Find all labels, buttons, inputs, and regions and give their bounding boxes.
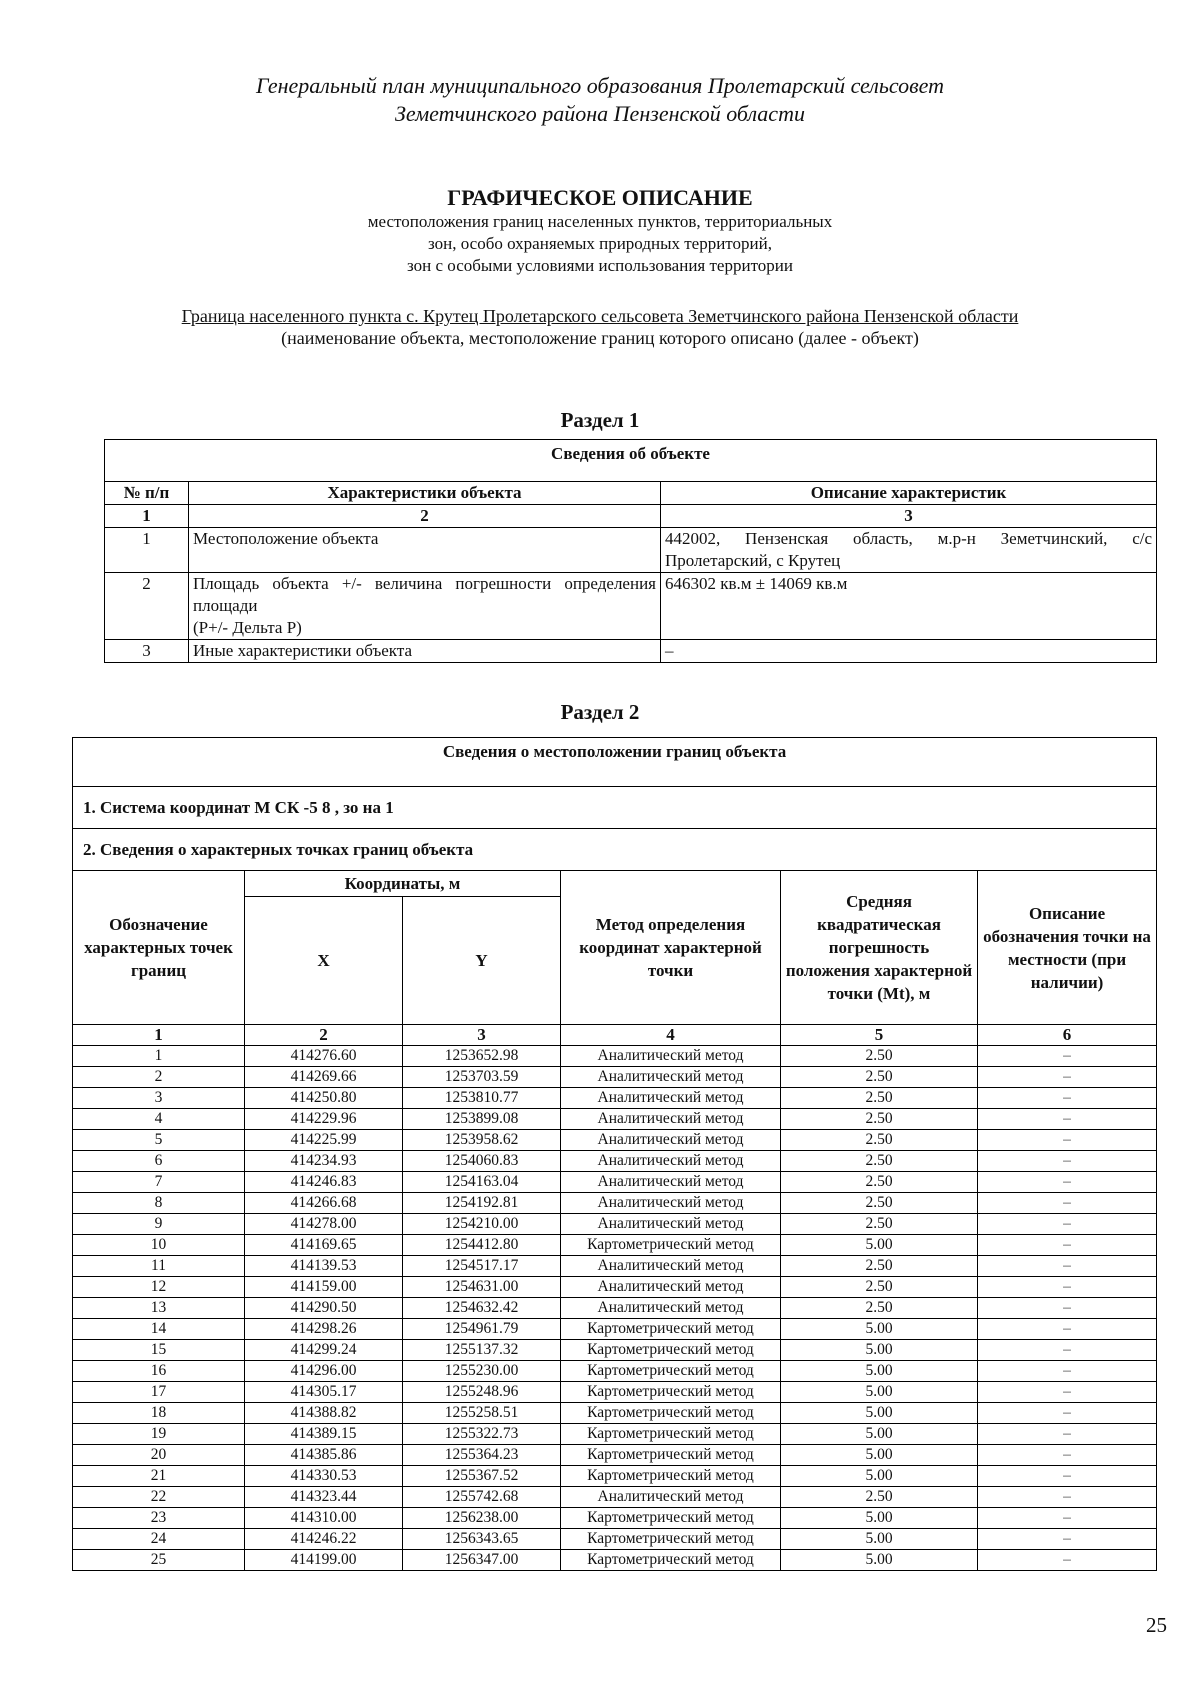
point-description: – [978,1298,1157,1319]
coord-x: 414266.68 [245,1193,403,1214]
coord-y: 1254961.79 [403,1319,561,1340]
point-description: – [978,1550,1157,1571]
table-row [73,1403,1157,1424]
point-id: 22 [73,1487,245,1508]
method: Картометрический метод [561,1529,781,1550]
table-row [73,1067,1157,1088]
method: Картометрический метод [561,1319,781,1340]
method: Аналитический метод [561,1214,781,1235]
point-id: 13 [73,1298,245,1319]
header-line-1: Генеральный план муниципального образования Пролетарский сельсовет [255,73,944,98]
method: Аналитический метод [561,1193,781,1214]
point-id: 11 [73,1256,245,1277]
col-header-method: Метод определения координат характерной точки [561,871,781,1025]
object-name: Граница населенного пункта с. Крутец Пролетарского сельсовета Земетчинского района Пензенской области [181,306,1019,326]
error-value: 5.00 [781,1508,978,1529]
method: Картометрический метод [561,1361,781,1382]
table-row [73,1361,1157,1382]
coord-y: 1256347.00 [403,1550,561,1571]
coord-y: 1255137.32 [403,1340,561,1361]
characteristic-formula: (Р+/- Дельта Р) [193,618,302,637]
characteristic: Местоположение объекта [189,528,661,573]
error-value: 2.50 [781,1067,978,1088]
point-id: 3 [73,1088,245,1109]
coord-y: 1255742.68 [403,1487,561,1508]
coord-y: 1255258.51 [403,1403,561,1424]
point-description: – [978,1109,1157,1130]
coord-x: 414330.53 [245,1466,403,1487]
error-value: 5.00 [781,1382,978,1403]
error-value: 2.50 [781,1109,978,1130]
point-description: – [978,1340,1157,1361]
error-value: 5.00 [781,1466,978,1487]
point-id: 14 [73,1319,245,1340]
point-id: 18 [73,1403,245,1424]
coord-x: 414388.82 [245,1403,403,1424]
method: Аналитический метод [561,1151,781,1172]
point-description: – [978,1067,1157,1088]
method: Картометрический метод [561,1445,781,1466]
method: Аналитический метод [561,1277,781,1298]
title-subline-2: зон, особо охраняемых природных территорий, [428,234,772,253]
point-description: – [978,1172,1157,1193]
coord-y: 1255248.96 [403,1382,561,1403]
coord-y: 1254632.42 [403,1298,561,1319]
method: Картометрический метод [561,1340,781,1361]
coord-x: 414276.60 [245,1046,403,1067]
point-description: – [978,1235,1157,1256]
col-number: 4 [561,1025,781,1046]
coord-y: 1253810.77 [403,1088,561,1109]
point-id: 1 [73,1046,245,1067]
coord-x: 414290.50 [245,1298,403,1319]
table-row [73,1256,1157,1277]
point-id: 15 [73,1340,245,1361]
coord-x: 414269.66 [245,1067,403,1088]
page-number: 25 [1146,1613,1167,1637]
document-header [0,72,1200,128]
error-value: 5.00 [781,1361,978,1382]
point-id: 5 [73,1130,245,1151]
point-id: 24 [73,1529,245,1550]
point-id: 20 [73,1445,245,1466]
table-row [73,1445,1157,1466]
method: Аналитический метод [561,1088,781,1109]
coord-y: 1254210.00 [403,1214,561,1235]
col-header-coordinates: Координаты, м [245,871,561,897]
section-1-heading: Раздел 1 [560,408,640,432]
header-line-2: Земетчинского района Пензенской области [395,101,805,126]
error-value: 5.00 [781,1445,978,1466]
point-id: 8 [73,1193,245,1214]
method: Аналитический метод [561,1256,781,1277]
method: Аналитический метод [561,1067,781,1088]
object-info-table [104,439,1157,663]
table-row [73,1382,1157,1403]
coord-y: 1253652.98 [403,1046,561,1067]
coordinate-system: 1. Система координат М СК -5 8 , зо на 1 [73,787,1157,829]
point-description: – [978,1256,1157,1277]
error-value: 2.50 [781,1214,978,1235]
coord-x: 414389.15 [245,1424,403,1445]
coord-x: 414299.24 [245,1340,403,1361]
method: Картометрический метод [561,1403,781,1424]
point-id: 4 [73,1109,245,1130]
point-description: – [978,1130,1157,1151]
title-subline-3: зон с особыми условиями использования территории [407,256,793,275]
table-row [73,1340,1157,1361]
table-row [73,1151,1157,1172]
method: Аналитический метод [561,1109,781,1130]
error-value: 5.00 [781,1340,978,1361]
point-description: – [978,1214,1157,1235]
coord-y: 1255322.73 [403,1424,561,1445]
error-value: 5.00 [781,1319,978,1340]
point-id: 12 [73,1277,245,1298]
point-description: – [978,1088,1157,1109]
error-value: 5.00 [781,1550,978,1571]
table-row [73,1550,1157,1571]
point-id: 9 [73,1214,245,1235]
characteristic-value: – [661,640,1157,663]
coord-x: 414298.26 [245,1319,403,1340]
method: Картометрический метод [561,1508,781,1529]
point-id: 23 [73,1508,245,1529]
method: Аналитический метод [561,1487,781,1508]
coord-y: 1253958.62 [403,1130,561,1151]
error-value: 5.00 [781,1529,978,1550]
method: Аналитический метод [561,1130,781,1151]
coord-x: 414296.00 [245,1361,403,1382]
coord-x: 414169.65 [245,1235,403,1256]
coord-x: 414139.53 [245,1256,403,1277]
error-value: 2.50 [781,1130,978,1151]
error-value: 2.50 [781,1298,978,1319]
boundary-points-table [72,737,1157,1571]
coord-y: 1253899.08 [403,1109,561,1130]
table-row [73,1235,1157,1256]
title-subline-1: местоположения границ населенных пунктов, территориальных [367,212,833,231]
table-row [73,1466,1157,1487]
table-row [73,1508,1157,1529]
table-row [73,1298,1157,1319]
col-header-number: № п/п [105,482,189,505]
point-id: 10 [73,1235,245,1256]
point-id: 6 [73,1151,245,1172]
table-row [73,1046,1157,1067]
error-value: 2.50 [781,1277,978,1298]
point-description: – [978,1403,1157,1424]
col-header-description: Описание обозначения точки на местности (при наличии) [978,871,1157,1025]
coord-x: 414246.22 [245,1529,403,1550]
method: Картометрический метод [561,1466,781,1487]
point-id: 7 [73,1172,245,1193]
point-id: 19 [73,1424,245,1445]
error-value: 2.50 [781,1172,978,1193]
coord-x: 414234.93 [245,1151,403,1172]
characteristic-value: 646302 кв.м ± 14069 кв.м [661,573,1157,640]
point-id: 2 [73,1067,245,1088]
error-value: 5.00 [781,1424,978,1445]
characteristic: Площадь объекта +/- величина погрешности определения площади [193,574,656,615]
error-value: 2.50 [781,1256,978,1277]
table-row [73,1193,1157,1214]
method: Аналитический метод [561,1172,781,1193]
coord-y: 1254163.04 [403,1172,561,1193]
characteristic-value: 442002, Пензенская область, м.р-н Земетчинский, с/с Пролетарский, с Крутец [661,528,1157,573]
row-number: 2 [105,573,189,640]
col-header-designation: Обозначение характерных точек границ [73,871,245,1025]
coord-x: 414225.99 [245,1130,403,1151]
point-description: – [978,1361,1157,1382]
error-value: 5.00 [781,1403,978,1424]
table-row [73,1130,1157,1151]
col-header-error: Средняя квадратическая погрешность положения характерной точки (Mt), м [781,871,978,1025]
boundary-caption: Сведения о местоположении границ объекта [73,738,1157,787]
col-header-description: Описание характеристик [661,482,1157,505]
coord-y: 1254631.00 [403,1277,561,1298]
table-row [73,1109,1157,1130]
col-number: 2 [189,505,661,528]
coord-y: 1256343.65 [403,1529,561,1550]
method: Аналитический метод [561,1046,781,1067]
title-block [0,185,1200,277]
coord-y: 1255230.00 [403,1361,561,1382]
point-id: 25 [73,1550,245,1571]
document-title: ГРАФИЧЕСКОЕ ОПИСАНИЕ [447,185,753,210]
point-description: – [978,1508,1157,1529]
point-description: – [978,1193,1157,1214]
coord-x: 414278.00 [245,1214,403,1235]
col-number: 6 [978,1025,1157,1046]
point-description: – [978,1445,1157,1466]
coord-x: 414159.00 [245,1277,403,1298]
coord-y: 1256238.00 [403,1508,561,1529]
table-row [73,1277,1157,1298]
coord-y: 1254412.80 [403,1235,561,1256]
point-description: – [978,1151,1157,1172]
coord-x: 414310.00 [245,1508,403,1529]
coord-x: 414199.00 [245,1550,403,1571]
coord-x: 414250.80 [245,1088,403,1109]
object-name-block [0,305,1200,349]
row-number: 1 [105,528,189,573]
coord-y: 1254060.83 [403,1151,561,1172]
table-row [105,528,1157,573]
method: Картометрический метод [561,1382,781,1403]
coord-y: 1254517.17 [403,1256,561,1277]
points-body [73,1046,1157,1571]
method: Картометрический метод [561,1424,781,1445]
point-description: – [978,1382,1157,1403]
object-name-caption: (наименование объекта, местоположение границ которого описано (далее - объект) [281,328,919,348]
table-row [73,1088,1157,1109]
col-number: 1 [73,1025,245,1046]
col-number: 5 [781,1025,978,1046]
point-description: – [978,1319,1157,1340]
error-value: 5.00 [781,1235,978,1256]
method: Аналитический метод [561,1298,781,1319]
coord-x: 414229.96 [245,1109,403,1130]
point-description: – [978,1466,1157,1487]
col-header-y: Y [403,897,561,1025]
col-header-x: X [245,897,403,1025]
table-row [73,1529,1157,1550]
point-id: 17 [73,1382,245,1403]
error-value: 2.50 [781,1088,978,1109]
section-2-heading: Раздел 2 [560,700,640,724]
point-description: – [978,1277,1157,1298]
point-description: – [978,1487,1157,1508]
points-caption: 2. Сведения о характерных точках границ объекта [73,829,1157,871]
point-description: – [978,1529,1157,1550]
point-id: 16 [73,1361,245,1382]
table-row [73,1424,1157,1445]
col-number: 3 [403,1025,561,1046]
point-id: 21 [73,1466,245,1487]
error-value: 2.50 [781,1487,978,1508]
table-row [105,573,1157,640]
coord-x: 414246.83 [245,1172,403,1193]
error-value: 2.50 [781,1193,978,1214]
method: Картометрический метод [561,1235,781,1256]
error-value: 2.50 [781,1046,978,1067]
coord-y: 1255367.52 [403,1466,561,1487]
table-row [73,1487,1157,1508]
coord-y: 1254192.81 [403,1193,561,1214]
coord-x: 414385.86 [245,1445,403,1466]
object-info-caption: Сведения об объекте [105,440,1157,482]
col-header-characteristic: Характеристики объекта [189,482,661,505]
method: Картометрический метод [561,1550,781,1571]
table-row [73,1214,1157,1235]
coord-y: 1255364.23 [403,1445,561,1466]
table-row [105,640,1157,663]
table-row [73,1172,1157,1193]
coord-y: 1253703.59 [403,1067,561,1088]
characteristic: Иные характеристики объекта [189,640,661,663]
point-description: – [978,1424,1157,1445]
coord-x: 414305.17 [245,1382,403,1403]
col-number: 2 [245,1025,403,1046]
table-row [73,1319,1157,1340]
col-number: 1 [105,505,189,528]
error-value: 2.50 [781,1151,978,1172]
row-number: 3 [105,640,189,663]
coord-x: 414323.44 [245,1487,403,1508]
point-description: – [978,1046,1157,1067]
col-number: 3 [661,505,1157,528]
